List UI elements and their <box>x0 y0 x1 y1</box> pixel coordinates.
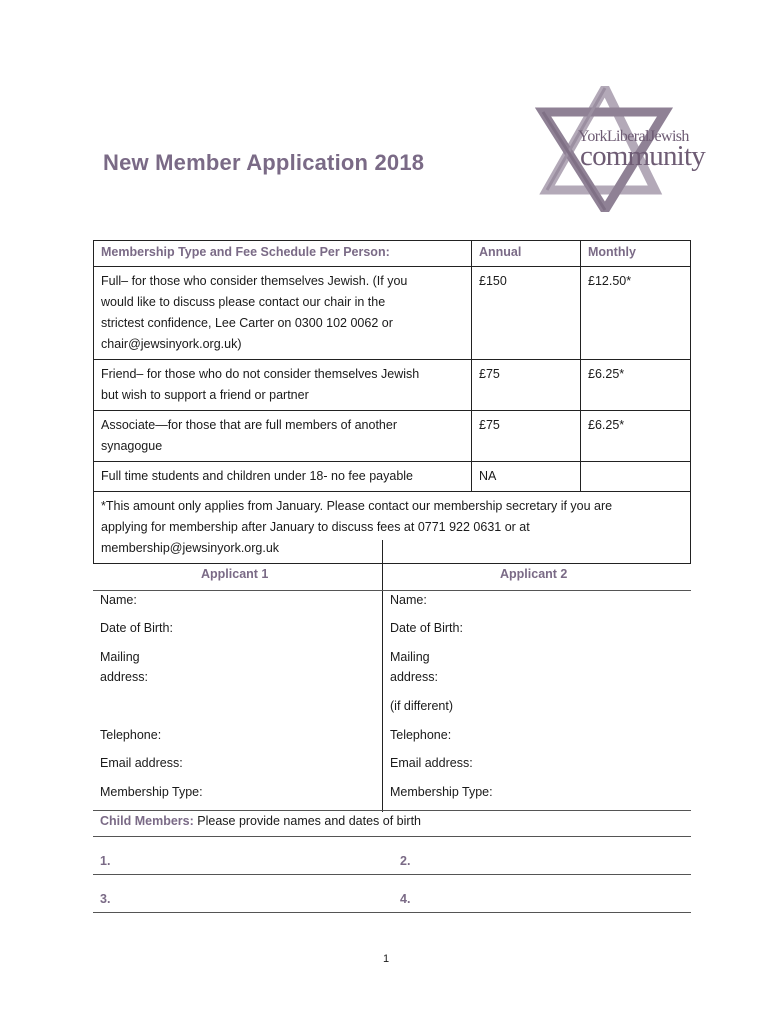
divider <box>93 810 691 811</box>
applicant-2-address-field[interactable]: address: <box>390 670 438 684</box>
monthly-fee-cell: £6.25* <box>581 411 691 462</box>
child-slot-4[interactable]: 4. <box>400 892 411 906</box>
applicant-2-mailing-label: Mailing <box>390 650 430 664</box>
annual-fee-cell: £75 <box>472 360 581 411</box>
applicant-1-name-field[interactable]: Name: <box>100 593 137 607</box>
header-monthly: Monthly <box>581 241 691 267</box>
header-annual: Annual <box>472 241 581 267</box>
child-slot-3[interactable]: 3. <box>100 892 111 906</box>
column-divider <box>382 540 383 812</box>
logo-text-top: YorkLiberalJewish <box>578 128 689 145</box>
table-header-row <box>94 241 691 267</box>
fee-note: *This amount only applies from January. Please contact our membership secretary if you are applying for membership after January to discuss fees at 0771 922 0631 or at membership@jewsinyork.org.uk <box>94 492 691 564</box>
table-row <box>94 360 691 411</box>
membership-type-cell: Full– for those who consider themselves Jewish. (If you would like to discuss please contact our chair in the strictest confidence, Lee Carter on 0300 102 0062 or chair@jewsinyork.org.uk) <box>94 267 472 360</box>
membership-type-cell: Friend– for those who do not consider themselves Jewish but wish to support a friend or partner <box>94 360 472 411</box>
applicant-2-heading: Applicant 2 <box>500 567 568 581</box>
applicant-2-dob-field[interactable]: Date of Birth: <box>390 621 463 635</box>
table-row <box>94 411 691 462</box>
logo-text-bottom: community <box>580 140 705 172</box>
annual-fee-cell: £75 <box>472 411 581 462</box>
fee-schedule-table <box>93 240 691 564</box>
applicant-2-email-field[interactable]: Email address: <box>390 756 473 770</box>
applicant-1-membership-type-field[interactable]: Membership Type: <box>100 785 203 799</box>
divider <box>93 836 691 837</box>
child-members-instruction: Please provide names and dates of birth <box>197 814 421 828</box>
membership-type-cell: Associate—for those that are full members of another synagogue <box>94 411 472 462</box>
child-members-heading <box>100 814 421 828</box>
annual-fee-cell: NA <box>472 462 581 492</box>
monthly-fee-cell: £12.50* <box>581 267 691 360</box>
applicant-2-name-field[interactable]: Name: <box>390 593 427 607</box>
child-slot-2[interactable]: 2. <box>400 854 411 868</box>
page-number: 1 <box>383 953 390 965</box>
applicant-2-telephone-field[interactable]: Telephone: <box>390 728 452 742</box>
applicant-1-address-field[interactable]: address: <box>100 670 148 684</box>
divider <box>93 874 691 875</box>
applicant-section <box>93 540 691 812</box>
table-row <box>94 462 691 492</box>
monthly-fee-cell <box>581 462 691 492</box>
applicant-1-mailing-label: Mailing <box>100 650 140 664</box>
divider <box>93 912 691 913</box>
applicant-2-if-different-note: (if different) <box>390 699 453 713</box>
annual-fee-cell: £150 <box>472 267 581 360</box>
child-slot-1[interactable]: 1. <box>100 854 111 868</box>
header-membership-type: Membership Type and Fee Schedule Per Person: <box>94 241 472 267</box>
applicant-1-heading: Applicant 1 <box>201 567 269 581</box>
page-title: New Member Application 2018 <box>103 150 425 175</box>
divider <box>93 590 691 591</box>
org-logo <box>535 86 705 212</box>
monthly-fee-cell: £6.25* <box>581 360 691 411</box>
child-members-label: Child Members: <box>100 814 194 828</box>
applicant-1-telephone-field[interactable]: Telephone: <box>100 728 162 742</box>
applicant-1-dob-field[interactable]: Date of Birth: <box>100 621 173 635</box>
applicant-2-membership-type-field[interactable]: Membership Type: <box>390 785 493 799</box>
membership-type-cell: Full time students and children under 18- no fee payable <box>94 462 472 492</box>
table-row <box>94 267 691 360</box>
applicant-1-email-field[interactable]: Email address: <box>100 756 183 770</box>
